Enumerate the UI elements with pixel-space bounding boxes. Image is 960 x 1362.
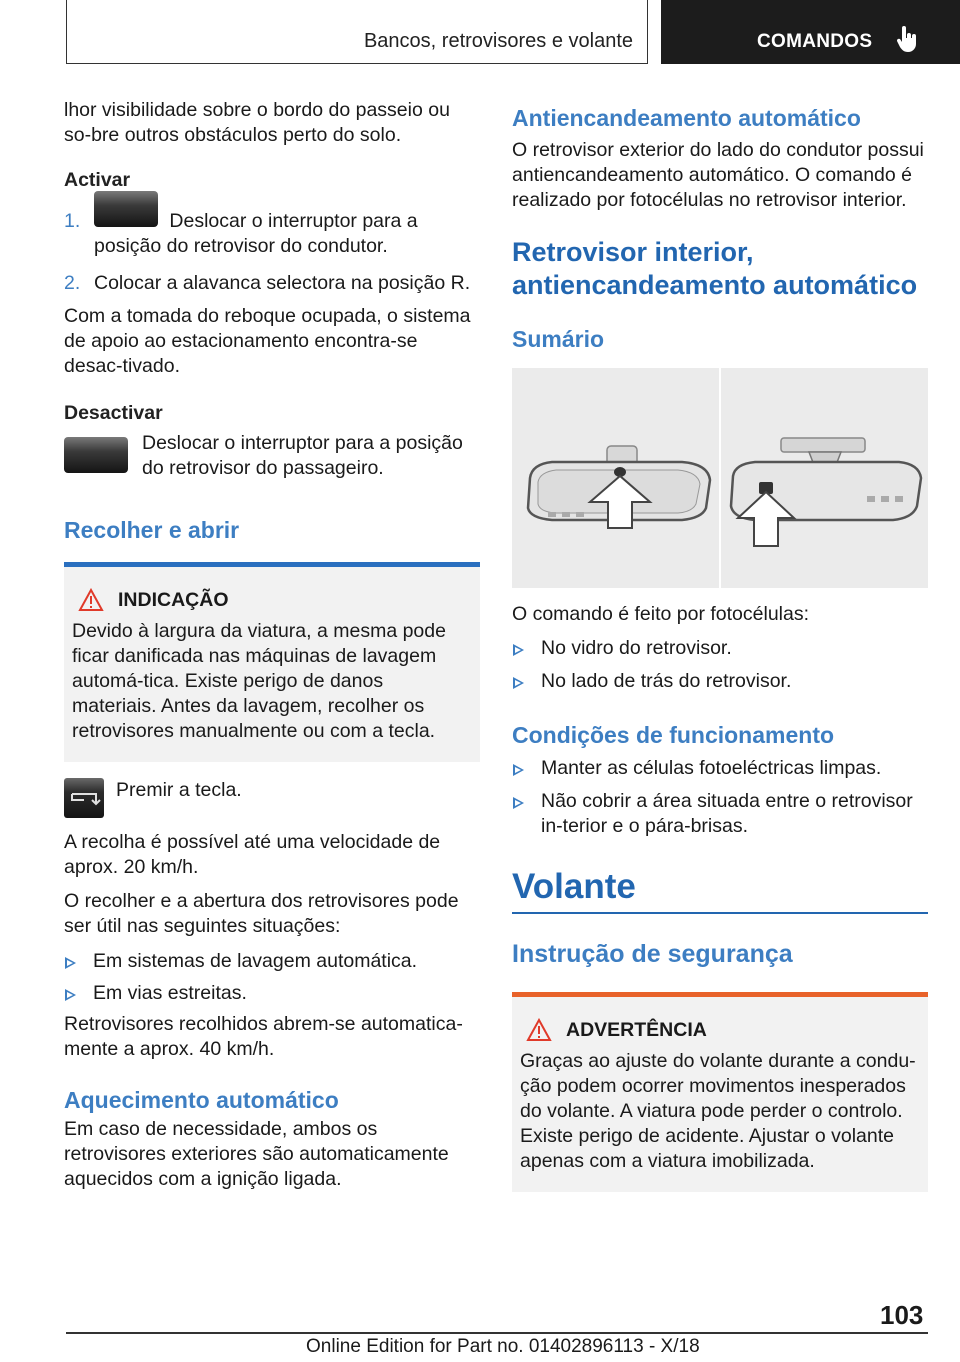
heating-text: Em caso de necessidade, ambos os retrovisores exteriores são automaticamente aquecidos com a ignição ligada.: [64, 1118, 449, 1190]
list-item: [512, 636, 928, 661]
notice-box: [64, 562, 480, 762]
activate-steps: [64, 209, 480, 296]
switch-button-icon: [64, 437, 128, 473]
bullet-triangle-icon: [513, 797, 524, 809]
warning-box: [512, 992, 928, 1192]
activate-heading: Activar: [64, 169, 131, 191]
antidazzle-heading: Antiencandeamento automático: [512, 105, 861, 131]
deactivate-text: Deslocar o interruptor para a posição do retrovisor do passageiro.: [142, 432, 463, 479]
photocell-intro: O comando é feito por fotocélulas:: [512, 603, 810, 625]
deactivate-heading: Desactivar: [64, 402, 163, 424]
mirror-photocell-figure: [512, 368, 928, 588]
left-column: [64, 98, 480, 1192]
bullet-triangle-icon: [513, 677, 524, 689]
fold-useful-text: O recolher e a abertura dos retrovisores pode ser útil nas seguintes situações:: [64, 890, 459, 937]
step-text: Deslocar o interruptor para a posição do retrovisor do condutor.: [94, 210, 418, 257]
steering-wheel-heading: Volante: [512, 867, 636, 906]
safety-heading: Instrução de segurança: [512, 940, 793, 968]
heating-heading: Aquecimento automático: [64, 1087, 339, 1113]
warning-title-text: ADVERTÊNCIA: [566, 1019, 707, 1041]
conditions-list: [512, 756, 928, 839]
warning-triangle-icon: [78, 588, 104, 612]
footer-rule: [66, 1332, 928, 1334]
bullet-triangle-icon: [65, 989, 76, 1001]
warning-body: Graças ao ajuste do volante durante a condu-ção podem ocorrer movimentos inesperados do volante. A viatura pode perder o controlo. Existe perigo de acidente. Ajustar o volante apenas com a viatura imobilizada.: [520, 1050, 916, 1172]
warning-title: [526, 1017, 920, 1043]
edition-text: Online Edition for Part no. 01402896113 - X/18: [306, 1336, 700, 1357]
list-item: [512, 789, 928, 839]
mirror-back-image: [721, 368, 928, 588]
list-item: [64, 949, 480, 974]
bullet-triangle-icon: [65, 957, 76, 969]
list-item-text: Manter as células fotoeléctricas limpas.: [541, 757, 882, 779]
right-column: [512, 103, 928, 1192]
list-item: [512, 756, 928, 781]
bullet-triangle-icon: [513, 764, 524, 776]
press-key-text: Premir a tecla.: [116, 779, 242, 801]
list-item: [64, 981, 480, 1006]
conditions-heading: Condições de funcionamento: [512, 722, 835, 748]
section-title: Bancos, retrovisores e volante: [363, 30, 633, 52]
interior-mirror-heading: Retrovisor interior, antiencandeamento automático: [512, 237, 918, 300]
chapter-label: COMANDOS: [757, 31, 873, 52]
step-number: 1.: [64, 210, 81, 232]
bullet-triangle-icon: [513, 644, 524, 656]
list-item: [64, 271, 480, 296]
antidazzle-text: O retrovisor exterior do lado do condutor possui antiencandeamento automático. O comando é realizado por fotocélulas no retrovisor interior.: [512, 139, 924, 211]
step-number: 2.: [64, 272, 81, 294]
page-number: 103: [880, 1300, 924, 1330]
list-item: [64, 209, 480, 259]
hand-pointer-icon: [897, 26, 919, 54]
fold-speed-text: A recolha é possível até uma velocidade de aprox. 20 km/h.: [64, 831, 441, 878]
list-item-text: No vidro do retrovisor.: [541, 637, 732, 659]
switch-button-icon: [94, 191, 158, 227]
fold-situations-list: [64, 949, 480, 1006]
intro-paragraph: lhor visibilidade sobre o bordo do passeio ou so-bre outros obstáculos perto do solo.: [64, 99, 450, 146]
notice-title: [78, 587, 472, 613]
summary-heading: Sumário: [512, 326, 605, 352]
header-chapter-tab: [661, 0, 960, 64]
fold-mirror-key-icon: [64, 778, 104, 818]
trailer-paragraph: Com a tomada do reboque ocupada, o sistema de apoio ao estacionamento encontra-se desac-tivado.: [64, 305, 471, 377]
photocell-list: [512, 636, 928, 694]
unfold-text: Retrovisores recolhidos abrem-se automatica-mente a aprox. 40 km/h.: [64, 1013, 463, 1060]
notice-title-text: INDICAÇÃO: [118, 589, 229, 611]
heading-rule: [512, 912, 928, 914]
list-item: [512, 669, 928, 694]
step-text: Colocar a alavanca selectora na posição R.: [94, 272, 471, 294]
list-item-text: No lado de trás do retrovisor.: [541, 670, 792, 692]
list-item-text: Em vias estreitas.: [93, 982, 247, 1004]
mirror-front-image: [512, 368, 719, 588]
header-section-tab: [66, 0, 648, 64]
list-item-text: Em sistemas de lavagem automática.: [93, 950, 418, 972]
fold-heading: Recolher e abrir: [64, 517, 240, 543]
warning-triangle-icon: [526, 1018, 552, 1042]
list-item-text: Não cobrir a área situada entre o retrovisor in-terior e o pára-brisas.: [541, 790, 913, 837]
press-key-row: [64, 778, 480, 818]
deactivate-row: [64, 431, 480, 481]
notice-body: Devido à largura da viatura, a mesma pode ficar danificada nas máquinas de lavagem automá-tica. Existe perigo de danos materiais. Antes da lavagem, recolher os retrovisores manualmente ou com a tecla.: [72, 620, 446, 742]
